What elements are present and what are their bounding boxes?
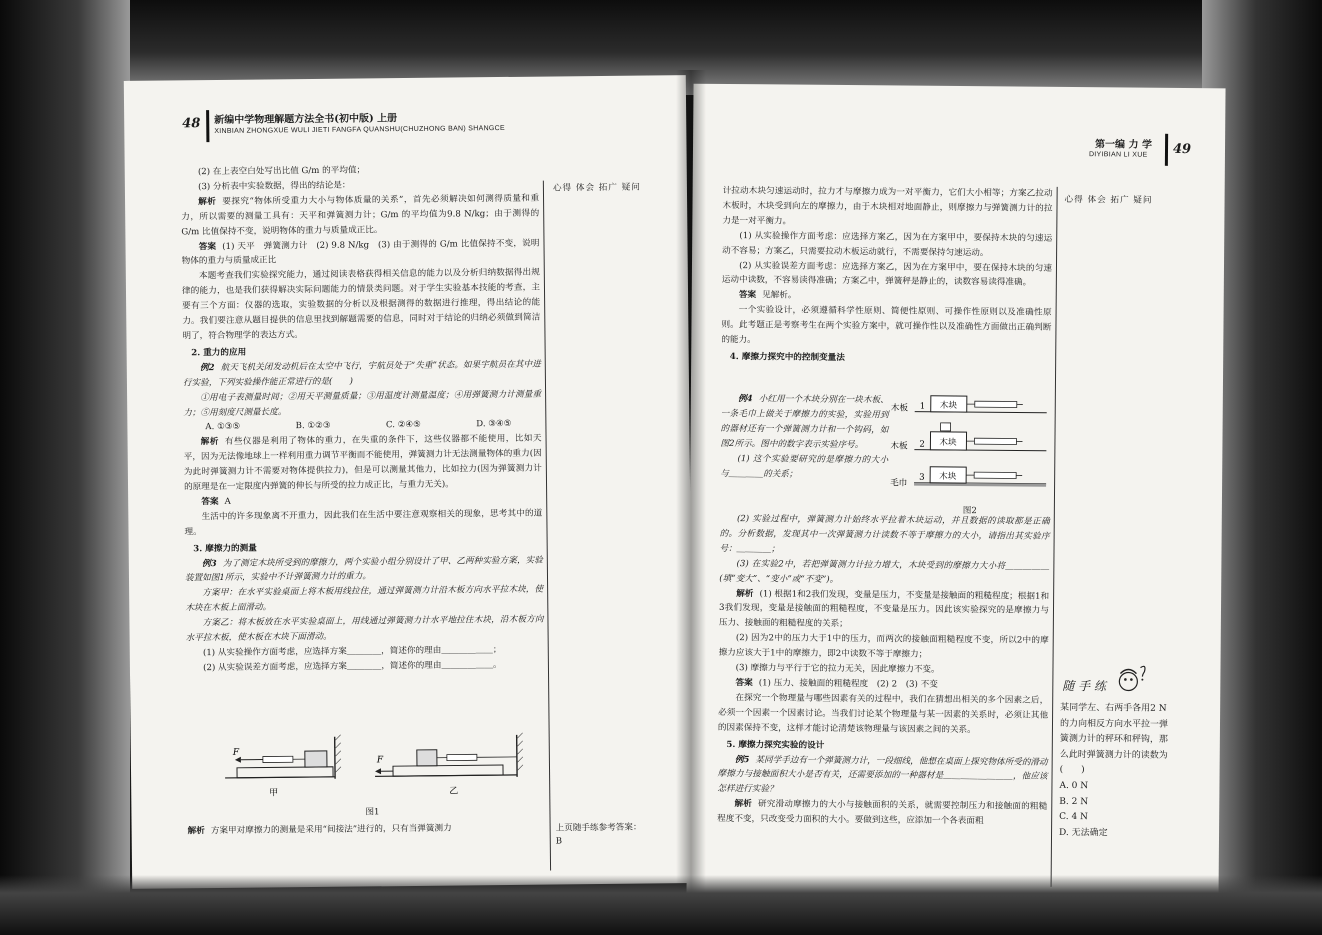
option-label: D. ③④⑤ bbox=[476, 419, 512, 430]
header-title: 第一编 力 学 bbox=[1095, 139, 1153, 151]
text-paragraph bbox=[719, 557, 1049, 590]
header-bar bbox=[1165, 134, 1168, 166]
figure-2-num-2: 2 bbox=[919, 439, 925, 450]
text-paragraph bbox=[720, 452, 888, 483]
figure-2-block-2: 木块 bbox=[939, 437, 957, 449]
text-line: 研究滑动摩擦力的大小与接触面积的关系，就需要控制压力和接触面的粗糙程度不变，只改变受力面积的大小。要做到这些，应添加一个各表面粗 bbox=[717, 799, 1048, 827]
figure-1-drawing bbox=[216, 705, 527, 803]
text-line: (1) 从实验操作方面考虑，应选择方案＿＿＿＿，简述你的理由＿＿＿＿＿＿； bbox=[202, 645, 502, 659]
practice-mascot-icon bbox=[1114, 663, 1148, 695]
text-line: 5. 摩擦力探究实验的设计 bbox=[726, 739, 825, 751]
figure-2-num-1: 1 bbox=[919, 401, 926, 412]
text-paragraph bbox=[722, 184, 1052, 232]
left-bottom-line bbox=[188, 821, 538, 840]
practice-question bbox=[1059, 701, 1174, 842]
page-number: 48 bbox=[182, 116, 201, 132]
text-line: 见解析。 bbox=[762, 290, 797, 301]
keyword-label: 答案 bbox=[198, 241, 217, 252]
figure-2-surface-2: 木板 bbox=[890, 441, 908, 452]
text-paragraph bbox=[185, 553, 543, 587]
text-line: (1) 这个实验要研究的是摩擦力的大小与＿＿＿＿的关系； bbox=[720, 453, 889, 480]
figure-2-caption: 图2 bbox=[962, 506, 977, 517]
figure-2-block-3: 木块 bbox=[939, 471, 957, 483]
text-paragraph bbox=[186, 658, 544, 677]
text-paragraph bbox=[181, 236, 539, 270]
book-gutter bbox=[676, 70, 706, 900]
figure-1-force-label-jia: F bbox=[232, 747, 240, 758]
text-paragraph bbox=[185, 583, 543, 617]
margin-divider bbox=[543, 181, 551, 871]
scan-border-left bbox=[0, 0, 130, 935]
figure-1-force-label-yi: F bbox=[376, 755, 384, 766]
text-paragraph bbox=[718, 691, 1048, 739]
keyword-label: 例3 bbox=[201, 558, 217, 569]
text-paragraph bbox=[719, 512, 1049, 560]
text-paragraph bbox=[722, 229, 1052, 262]
margin-heading: 心得 体会 拓广 疑问 bbox=[552, 182, 641, 194]
text-paragraph bbox=[719, 586, 1049, 634]
text-paragraph bbox=[184, 432, 543, 495]
text-line: 本题考查我们实验探究能力，通过阅读表格获得相关信息的能力以及分析归纳数据得出规律的能力，也是我们获得解决实际问题能力的情景类问题。对于学生实验基本技能的考查，主要有三个方面：仪器的选取，实验数据的分析以及根据测得的数据进行推理，得出结论的能力。我们要注意从题目提供的信息里找到解题需要的信息，同时对于结论的归纳必须做到简洁明了，符合物理学的表达方式。 bbox=[181, 267, 541, 342]
text-paragraph bbox=[183, 387, 541, 421]
figure-1-label-jia: 甲 bbox=[269, 788, 279, 799]
text-paragraph bbox=[719, 631, 1049, 664]
text-line: 一个实验设计，必须遵循科学性原则、简便性原则、可操作性原则以及准确性原则。此考题正是考察考生在两个实验方案中，就可操作性以及准确性方面做出正确判断的能力。 bbox=[721, 305, 1052, 346]
text-line: (3) 摩擦力与平行于它的拉力无关，因此摩擦力不变。 bbox=[735, 663, 940, 675]
option-label: A. ①③⑤ bbox=[205, 422, 241, 433]
text-line: (3) 在实验2中，若把弹簧测力计拉力增大，木块受到的摩擦力大小将＿＿＿＿＿(填“变大”、“变小”或“不变”)。 bbox=[719, 558, 1050, 585]
figure-1-label-yi: 乙 bbox=[449, 786, 459, 797]
section-heading bbox=[721, 350, 1051, 368]
left-page bbox=[124, 75, 694, 889]
text-line: 4. 摩擦力探究中的控制变量法 bbox=[729, 351, 845, 363]
right-page bbox=[686, 84, 1225, 905]
page-number: 49 bbox=[1172, 141, 1192, 158]
keyword-label: 解析 bbox=[734, 799, 753, 810]
practice-question-text: 某同学左、右两手各用2 N的力向相反方向水平拉一弹簧测力计的秤环和秤钩，那么此时弹簧测力计的读数为( ) bbox=[1059, 702, 1169, 776]
header-bar bbox=[206, 110, 209, 142]
text-line: ①用电子表测量时间；②用天平测量质量；③用温度计测量温度；④用弹簧测力计测量重力；⑤用刻度尺测量长度。 bbox=[183, 389, 542, 418]
scan-border-bottom bbox=[0, 875, 1322, 935]
text-line: 方案甲对摩擦力的测量是采用“间接法”进行的，只有当弹簧测力 bbox=[210, 823, 452, 837]
option-label: C. ②④⑤ bbox=[385, 420, 421, 431]
figure-2-surface-1: 木板 bbox=[890, 403, 908, 414]
keyword-label: 解析 bbox=[736, 588, 754, 599]
text-line: (2) 在上表空白处写出比值 G/m 的平均值； bbox=[197, 165, 366, 178]
text-line: (3) 分析表中实验数据，得出的结论是： bbox=[198, 180, 351, 193]
header-pinyin: XINBIAN ZHONGXUE WULI JIETI FANGFA QUANSHU(CHUZHONG BAN) SHANGCE bbox=[214, 124, 506, 136]
keyword-label: 解析 bbox=[200, 437, 219, 448]
figure-2 bbox=[890, 391, 1051, 522]
text-paragraph bbox=[722, 258, 1052, 291]
text-line: (1) 从实验操作方面考虑：应选择方案乙，因为在方案甲中，要保持木块的匀速运动不容易；方案乙，只需要拉动木板运动就行，不需要保持匀速运动。 bbox=[722, 230, 1053, 258]
right-main-text-bottom bbox=[717, 512, 1050, 830]
text-line: (2) 实验过程中，弹簧测力计始终水平拉着木块运动，并且数据的读取都是正确的。分析数据，发现其中一次弹簧测力计读数不等于摩擦力的大小，请指出其实验序号：＿＿＿＿； bbox=[719, 514, 1050, 555]
text-line: 生活中的许多现象离不开重力，因此我们在生活中要注意观察相关的现象，思考其中的道理。 bbox=[184, 508, 543, 538]
left-main-text bbox=[181, 162, 544, 677]
keyword-label: 答案 bbox=[735, 678, 753, 689]
figure-2-row-1 bbox=[891, 395, 1047, 414]
option-label: B. ①②③ bbox=[295, 421, 331, 432]
header-pinyin: DIYIBIAN LI XUE bbox=[1088, 151, 1148, 159]
right-main-text-top bbox=[721, 184, 1053, 368]
text-line: 方案乙：将木板放在水平实验桌面上，用线通过弹簧测力计水平地拉住木块，沿木板方向水平拉木板，使木板在木块下面滑动。 bbox=[185, 614, 544, 644]
text-line: (1) 压力、接触面的粗糙程度 (2) 2 (3) 不变 bbox=[758, 678, 938, 690]
figure-2-row-2 bbox=[890, 422, 1046, 452]
keyword-label: 例4 bbox=[737, 394, 753, 405]
text-line: (2) 从实验误差方面考虑，应选择方案＿＿＿＿，简述你的理由＿＿＿＿＿＿。 bbox=[203, 659, 502, 674]
text-line: (1) 天平 弹簧测力计 (2) 9.8 N/kg (3) 由于测得的 G/m 比值保持不变，说明物体的重力与质量成正比 bbox=[181, 238, 540, 267]
text-line: 2. 重力的应用 bbox=[191, 347, 247, 359]
text-line: (1) 根据1和2我们发现，变量是压力，不变量是接触面的粗糙程度；根据1和3我们发现，变量是接触面的粗糙程度，不变量是压力。因此该实验探究的是摩擦力与压力、接触面的粗糙程度的关系； bbox=[718, 588, 1050, 630]
text-paragraph bbox=[717, 752, 1047, 800]
practice-option-d: D. 无法确定 bbox=[1059, 827, 1108, 839]
text-line: A bbox=[224, 496, 231, 507]
figure-2-block-1: 木块 bbox=[939, 400, 958, 412]
keyword-label: 例5 bbox=[734, 754, 750, 765]
text-paragraph bbox=[182, 266, 541, 344]
figure-1 bbox=[216, 705, 527, 818]
text-line: 有些仪器是利用了物体的重力，在失重的条件下，这些仪器都不能使用，比如天平，因为无法像地球上一样利用重力调节平衡而不能使用，弹簧测力计无法测量物体的重力(因为此时弹簧测力计不需要对物体提供拉力)，但是可以测量其他力，比如拉力(因为弹簧测力计的原理是在一定限度内弹簧的伸长与所受的拉力成正比，与重力无关)。 bbox=[183, 433, 542, 493]
figure-2-num-3: 3 bbox=[919, 472, 925, 483]
keyword-label: 答案 bbox=[738, 290, 757, 301]
text-paragraph bbox=[184, 506, 542, 540]
footnote-text: 上页随手练参考答案： bbox=[555, 822, 642, 834]
text-paragraph bbox=[183, 357, 541, 391]
text-line: (2) 因为2中的压力大于1中的压力，而两次的接触面粗糙程度不变，所以2中的摩擦力应该大于1中的摩擦力，即2中读数不等于摩擦力； bbox=[718, 633, 1049, 660]
text-line: 要探究“物体所受重力大小与物体质量的关系”，首先必须解决如何测得质量和重力，所以需要的测量工具有：天平和弹簧测力计；G/m 的平均值为9.8 N/kg；由于测得的 G/m 比值保持不变，说明物体的重力与质量成正比。 bbox=[181, 193, 540, 237]
figure-2-surface-3: 毛巾 bbox=[890, 478, 908, 489]
text-line: 为了测定木块所受到的摩擦力，两个实验小组分别设计了甲、乙两种实验方案，实验装置如图1所示，实验中不计弹簧测力计的重力。 bbox=[184, 555, 543, 584]
keyword-label: 答案 bbox=[201, 496, 219, 508]
text-paragraph bbox=[185, 613, 543, 647]
header-title: 新编中学物理解题方法全书(初中版) 上册 bbox=[214, 113, 398, 127]
text-line: (2) 从实验误差方面考虑：应选择方案乙，因为在方案甲中，要在保持木块的匀速运动中读数，不容易读得准确；方案乙中，弹簧秤是静止的，读数容易读得准确。 bbox=[721, 260, 1053, 289]
figure-1-caption: 图1 bbox=[365, 807, 380, 818]
figure-2-drawing bbox=[890, 391, 1051, 504]
text-paragraph bbox=[181, 191, 539, 239]
keyword-label: 解析 bbox=[198, 196, 217, 208]
practice-title: 随 手 练 bbox=[1062, 678, 1107, 694]
text-line: 航天飞机关闭发动机后在太空中飞行，宇航员处于“失重”状态。如果宇航员在其中进行实验，下列实验操作能正常进行的是( ) bbox=[182, 359, 541, 389]
footnote bbox=[556, 821, 686, 848]
keyword-label: 例2 bbox=[199, 362, 215, 373]
margin-heading: 心得 体会 拓广 疑问 bbox=[1064, 194, 1153, 206]
right-example-4 bbox=[720, 392, 889, 483]
keyword-label: 解析 bbox=[187, 826, 205, 837]
text-line: 方案甲：在水平实验桌面上将木板用线拉住，通过弹簧测力计沿木板方向水平拉木块，使木块在木板上面滑动。 bbox=[185, 584, 544, 614]
text-line: 某同学手边有一个弹簧测力计，一段细线，他想在桌面上探究物体所受的滑动摩擦力与接触面积大小是否有关，还需要添加的一种器材是＿＿＿＿＿＿＿＿，他应该怎样进行实验？ bbox=[717, 754, 1048, 795]
practice-option-c: C. 4 N bbox=[1059, 812, 1088, 823]
text-paragraph bbox=[717, 797, 1047, 830]
text-paragraph bbox=[721, 303, 1051, 351]
figure-2-row-3 bbox=[890, 466, 1046, 489]
practice-option-b: B. 2 N bbox=[1059, 796, 1089, 807]
text-line: 在探究一个物理量与哪些因素有关的过程中，我们在猜想出相关的多个因素之后，必须一个因素一个因素讨论。当我们讨论某个物理量与某一因素的关系时，必须让其他的因素保持不变，这样才能讨论清楚该物理量与该因素之间的关系。 bbox=[717, 692, 1049, 735]
text-line: 小红用一个木块分别在一块木板、一条毛巾上做关于摩擦力的实验，实验用到的器材还有一个弹簧测力计和一个钩码，如图2所示。图中的数字表示实验序号。 bbox=[720, 394, 889, 450]
text-paragraph bbox=[720, 392, 889, 453]
footnote-answer: B bbox=[555, 836, 563, 847]
text-line: 计拉动木块匀速运动时，拉力才与摩擦力成为一对平衡力，它们大小相等；方案乙拉动木板时，木块受到向左的摩擦力，由于木块相对地面静止，则摩擦力与弹簧测力计的拉力是一对平衡力。 bbox=[722, 185, 1053, 227]
practice-option-a: A. 0 N bbox=[1059, 780, 1089, 792]
text-line: 3. 摩擦力的测量 bbox=[193, 543, 257, 554]
